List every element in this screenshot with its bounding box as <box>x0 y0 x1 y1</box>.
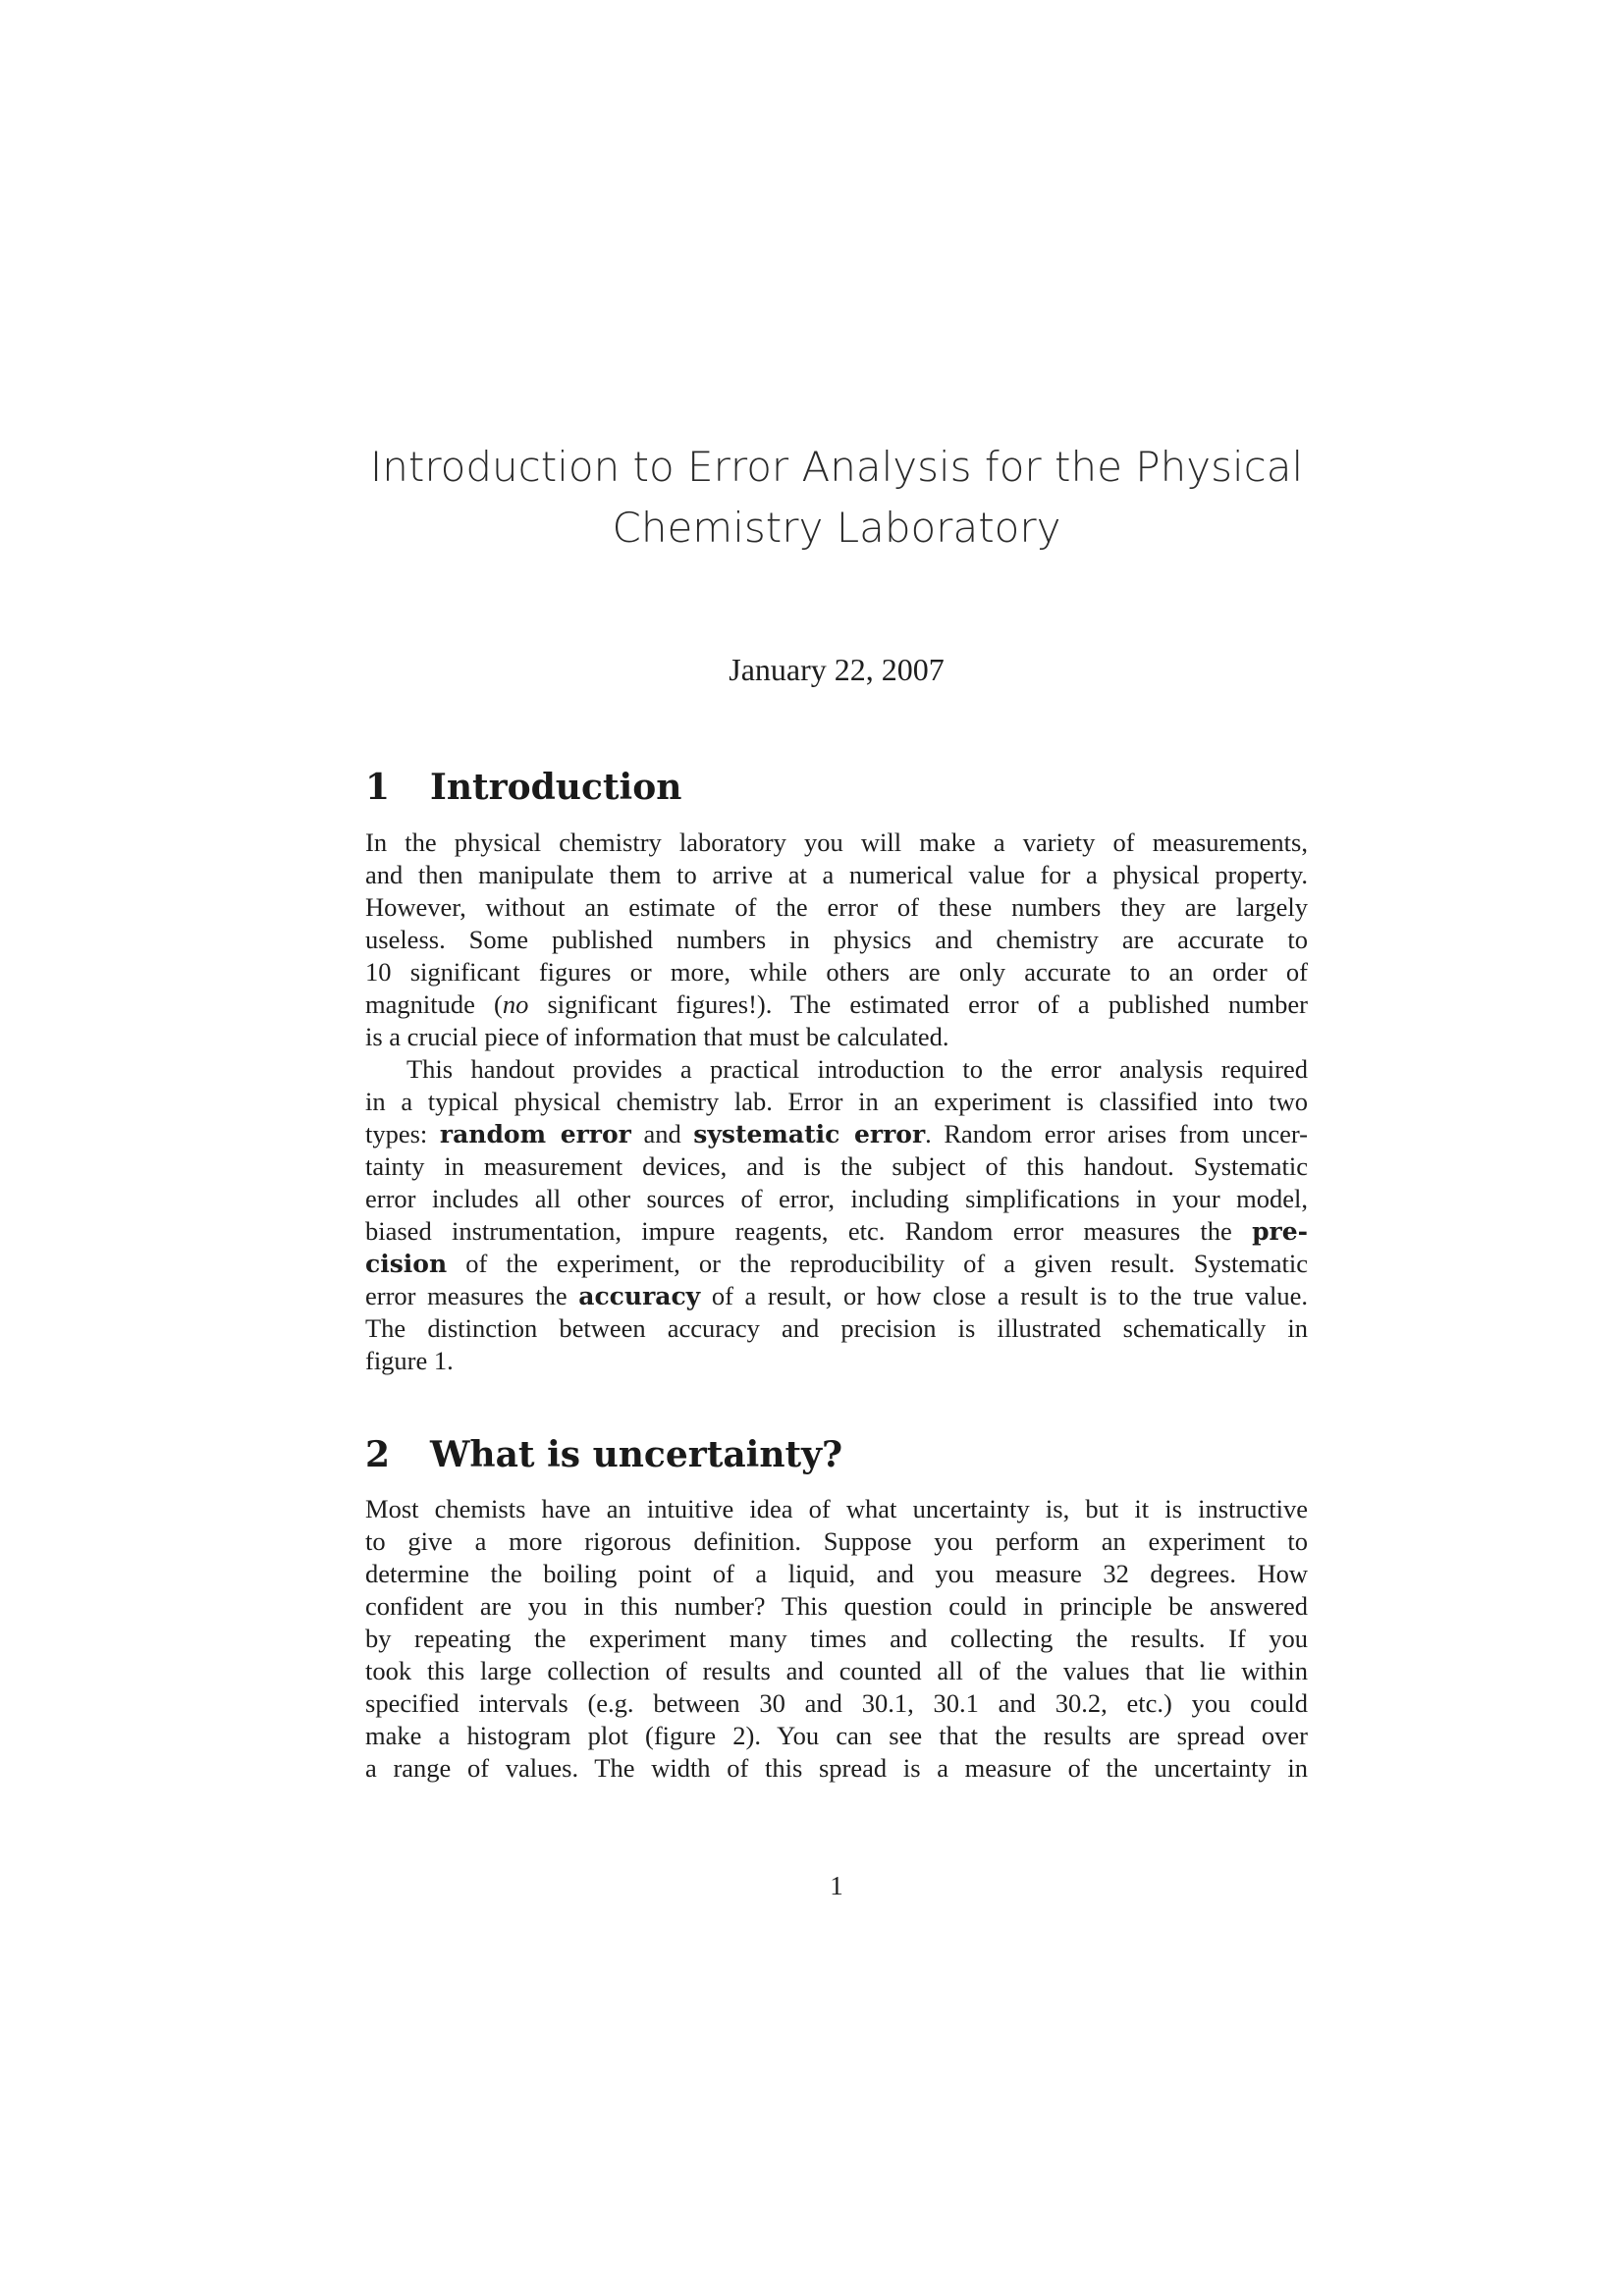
page-number: 1 <box>830 1871 843 1900</box>
document-date: January 22, 2007 <box>729 652 945 687</box>
text-line: In the physical chemistry laboratory you will make a variety of measurements, <box>365 828 1308 857</box>
section-title: Introduction <box>430 767 682 808</box>
bold-term: accuracy <box>578 1282 701 1310</box>
text-run: and <box>630 1119 694 1148</box>
text-run: of the experiment, or the reproducibility of a given result. Systematic <box>447 1249 1308 1278</box>
text-line <box>365 1215 1308 1248</box>
emphasis-text: no <box>502 989 529 1019</box>
text-line: determine the boiling point of a liquid, and you measure 32 degrees. How <box>365 1559 1308 1588</box>
section-heading-introduction <box>365 766 1308 809</box>
text-line <box>365 1248 1308 1280</box>
paragraph <box>365 1053 1308 1377</box>
text-line <box>365 1118 1308 1150</box>
text-run: . Random error arises from uncer- <box>925 1119 1309 1148</box>
title-line: Chemistry Laboratory <box>612 504 1061 552</box>
text-line: However, without an estimate of the error of these numbers they are largely <box>365 892 1308 922</box>
text-line: Most chemists have an intuitive idea of what uncertainty is, but it is instructive <box>365 1494 1308 1523</box>
text-line: in a typical physical chemistry lab. Error in an experiment is classified into two <box>365 1087 1308 1116</box>
text-line: error includes all other sources of error, including simplifications in your model, <box>365 1184 1308 1213</box>
text-run: types: <box>365 1119 440 1148</box>
section-body-what-is-uncertainty <box>365 1493 1308 1785</box>
section-body-introduction <box>365 827 1308 1377</box>
text-line: This handout provides a practical introduction to the error analysis required <box>406 1054 1308 1084</box>
text-run: significant figures!). The estimated error of a published number <box>528 989 1308 1019</box>
text-line: make a histogram plot (figure 2). You can see that the results are spread over <box>365 1721 1308 1750</box>
text-run: magnitude ( <box>365 989 503 1019</box>
text-line: confident are you in this number? This question could in principle be answered <box>365 1591 1308 1621</box>
text-line: specified intervals (e.g. between 30 and 30.1, 30.1 and 30.2, etc.) you could <box>365 1688 1308 1718</box>
text-run: of a result, or how close a result is to the true value. <box>700 1281 1308 1310</box>
bold-term: systematic error <box>693 1120 926 1148</box>
text-line: useless. Some published numbers in physics and chemistry are accurate to <box>365 925 1308 954</box>
text-line <box>365 988 1308 1021</box>
text-line: figure 1. <box>365 1346 454 1375</box>
bold-term: random error <box>439 1120 631 1148</box>
text-line <box>365 1280 1308 1312</box>
text-line: tainty in measurement devices, and is the subject of this handout. Systematic <box>365 1151 1308 1181</box>
text-line: by repeating the experiment many times and collecting the results. If you <box>365 1624 1308 1653</box>
section-number: 1 <box>365 767 391 808</box>
text-line: and then manipulate them to arrive at a numerical value for a physical property. <box>365 860 1308 889</box>
paragraph <box>365 1493 1308 1785</box>
text-line: is a crucial piece of information that must be calculated. <box>365 1022 949 1051</box>
bold-term: pre- <box>1252 1217 1308 1246</box>
section-number: 2 <box>365 1434 391 1475</box>
bold-term: cision <box>365 1250 448 1278</box>
text-line: took this large collection of results and counted all of the values that lie within <box>365 1656 1308 1685</box>
paragraph <box>365 827 1308 1053</box>
section-heading-what-is-uncertainty <box>365 1433 1308 1476</box>
title-line: Introduction to Error Analysis for the Physical <box>369 443 1304 491</box>
text-run: biased instrumentation, impure reagents, etc. Random error measures the <box>365 1216 1253 1246</box>
text-line: to give a more rigorous definition. Suppose you perform an experiment to <box>365 1526 1308 1556</box>
section-title: What is uncertainty? <box>430 1434 843 1475</box>
text-line: The distinction between accuracy and precision is illustrated schematically in <box>365 1313 1308 1343</box>
document-title <box>365 437 1308 559</box>
text-run: error measures the <box>365 1281 579 1310</box>
text-line: a range of values. The width of this spread is a measure of the uncertainty in <box>365 1753 1308 1783</box>
text-line: 10 significant figures or more, while others are only accurate to an order of <box>365 957 1308 987</box>
